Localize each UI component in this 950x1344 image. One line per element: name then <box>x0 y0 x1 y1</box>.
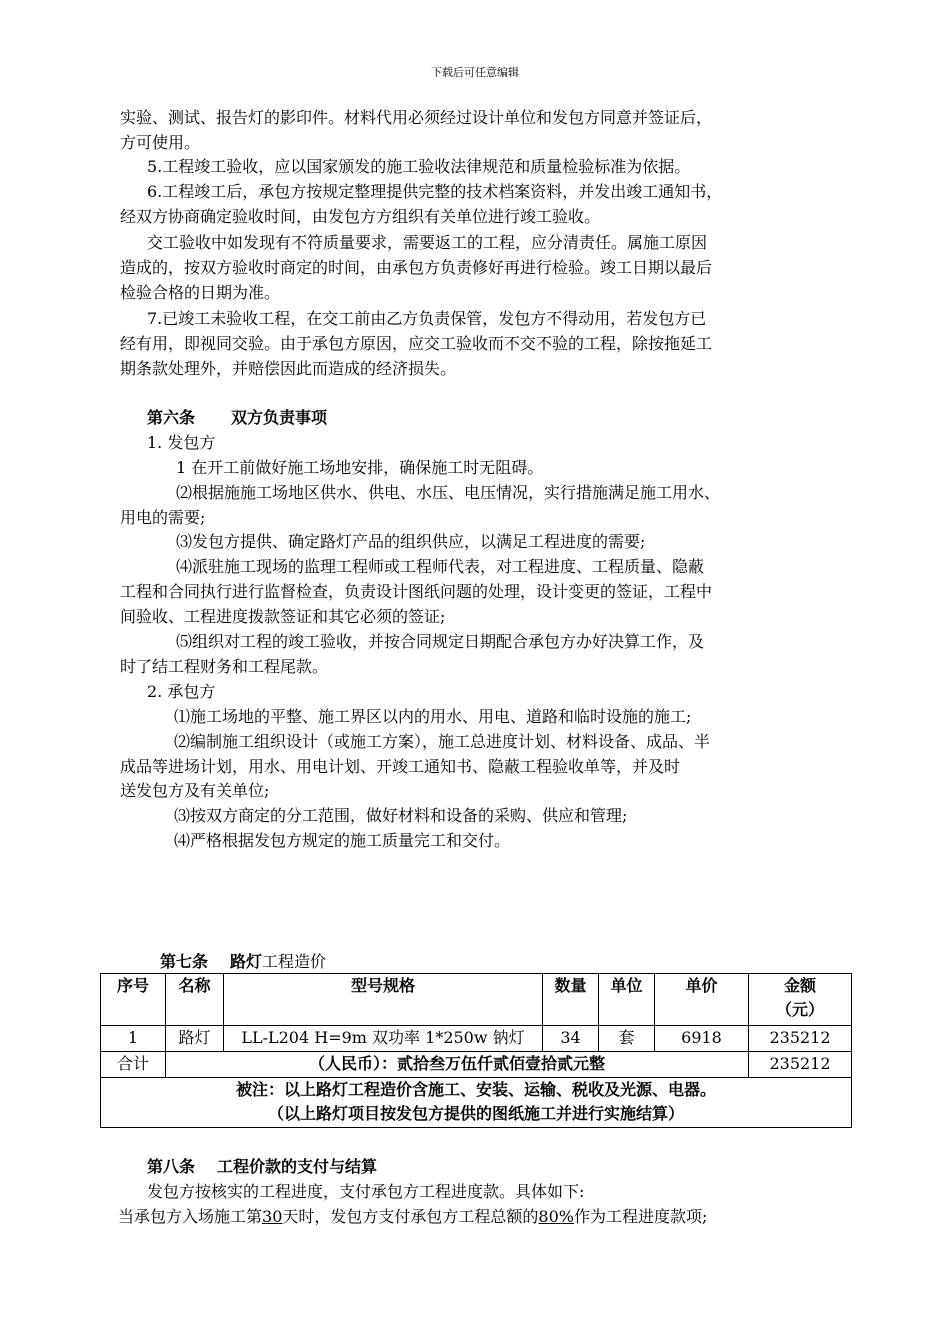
payment-text-a: 当承包方入场施工第 <box>118 1207 263 1226</box>
article-7-number: 第七条 <box>160 952 209 971</box>
cell-amount: 235212 <box>749 1026 852 1052</box>
list-item-cont: 间验收、工程进度拨款签证和其它必须的签证; <box>120 607 446 626</box>
note-row <box>101 1078 852 1128</box>
paragraph-line: 经有用，即视同交验。由于承包方原因，应交工验收而不交不验的工程，除按拖延工 <box>120 334 713 353</box>
payment-text-b: 天时，发包方支付承包方工程总额的 <box>282 1207 539 1226</box>
article-8-title <box>147 1155 377 1179</box>
paragraph-line: 检验合格的日期为准。 <box>120 283 281 302</box>
paragraph-line: 方可使用。 <box>120 133 201 152</box>
paragraph-line: 期条款处理外，并赔偿因此而造成的经济损失。 <box>120 359 457 378</box>
paragraph-line: 5.工程竣工验收，应以国家颁发的施工验收法律规范和质量检验标准为依据。 <box>147 157 691 176</box>
list-item: ⑶发包方提供、确定路灯产品的组织供应，以满足工程进度的需要; <box>176 532 646 551</box>
total-row <box>101 1052 852 1078</box>
payment-line-1: 发包方按核实的工程进度，支付承包方工程进度款。具体如下: <box>147 1182 585 1201</box>
header-model: 型号规格 <box>224 974 543 1026</box>
list-item: 1 在开工前做好施工场地安排，确保施工时无阻碍。 <box>176 458 544 477</box>
cell-unit: 套 <box>599 1026 655 1052</box>
header-qty: 数量 <box>543 974 599 1026</box>
payment-text-c: 作为工程进度款项; <box>573 1207 708 1226</box>
header-name: 名称 <box>166 974 224 1026</box>
paragraph-line: 6.工程竣工后，承包方按规定整理提供完整的技术档案资料，并发出竣工通知书， <box>147 182 723 201</box>
header-amount-line1: 金额 <box>783 976 816 995</box>
list-item-cont: 工程和合同执行进行监督检查，负责设计图纸问题的处理，设计变更的签证，工程中 <box>120 582 713 601</box>
total-label: 合计 <box>101 1052 166 1078</box>
article-6-number: 第六条 <box>147 408 196 427</box>
paragraph-line: 交工验收中如发现有不符质量要求，需要返工的工程，应分清责任。属施工原因 <box>147 233 708 252</box>
page-header: 下载后可任意编辑 <box>431 66 519 79</box>
paragraph-line: 造成的，按双方验收时商定的时间，由承包方负责修好再进行检验。竣工日期以最后 <box>120 258 713 277</box>
list-item-cont: 时了结工程财务和工程尾款。 <box>120 657 329 676</box>
article-7-title-rest: 工程造价 <box>262 952 327 971</box>
total-value: 235212 <box>749 1052 852 1078</box>
payment-line-2 <box>118 1205 707 1229</box>
payment-days: 30 <box>262 1207 283 1226</box>
list-item-cont: 送发包方及有关单位; <box>120 781 270 800</box>
article-7-title-bold: 路灯 <box>230 952 263 971</box>
list-item-cont: 用电的需要; <box>120 508 206 527</box>
table-note <box>101 1078 852 1128</box>
header-amount-line2: （元） <box>775 1000 824 1019</box>
header-index: 序号 <box>101 974 166 1026</box>
total-words: （人民币）：贰拾叁万伍仟贰佰壹拾贰元整 <box>166 1052 749 1078</box>
note-line-1: 被注：以上路灯工程造价含施工、安装、运输、税收及光源、电器。 <box>235 1080 716 1099</box>
cell-model: LL-L204 H=9m 双功率 1*250w 钠灯 <box>224 1026 543 1052</box>
list-item: ⑷严格根据发包方规定的施工质量完工和交付。 <box>174 831 511 850</box>
article-6-heading: 双方负责事项 <box>231 408 328 427</box>
article-8-number: 第八条 <box>147 1157 196 1176</box>
note-line-2: （以上路灯项目按发包方提供的图纸施工并进行实施结算） <box>267 1104 684 1123</box>
paragraph-line: 经双方协商确定验收时间，由发包方方组织有关单位进行竣工验收。 <box>120 207 601 226</box>
party-b-heading: 2. 承包方 <box>147 682 216 701</box>
cell-price: 6918 <box>655 1026 749 1052</box>
table-row <box>101 1026 852 1052</box>
header-amount <box>749 974 852 1026</box>
list-item: ⑵根据施施工场地区供水、供电、水压、电压情况，实行措施满足施工用水、 <box>176 483 721 502</box>
article-7-title <box>160 951 326 973</box>
cell-name: 路灯 <box>166 1026 224 1052</box>
cell-index: 1 <box>101 1026 166 1052</box>
list-item: ⑷派驻施工现场的监理工程师或工程师代表，对工程进度、工程质量、隐蔽 <box>176 557 705 576</box>
list-item: ⑶按双方商定的分工范围，做好材料和设备的采购、供应和管理; <box>174 806 628 825</box>
table-header-row <box>101 974 852 1026</box>
list-item: ⑸组织对工程的竣工验收，并按合同规定日期配合承包方办好决算工作，及 <box>176 632 705 651</box>
list-item-cont: 成品等进场计划，用水、用电计划、开竣工通知书、隐蔽工程验收单等，并及时 <box>120 757 681 776</box>
article-8-heading: 工程价款的支付与结算 <box>217 1157 378 1176</box>
header-unit: 单位 <box>599 974 655 1026</box>
party-a-heading: 1. 发包方 <box>147 433 216 452</box>
list-item: ⑵编制施工组织设计（或施工方案），施工总进度计划、材料设备、成品、半 <box>174 732 711 751</box>
paragraph-line: 实验、测试、报告灯的影印件。材料代用必须经过设计单位和发包方同意并签证后， <box>120 108 713 127</box>
list-item: ⑴施工场地的平整、施工界区以内的用水、用电、道路和临时设施的施工; <box>174 707 692 726</box>
article-6-title <box>147 406 327 430</box>
header-price: 单价 <box>655 974 749 1026</box>
cell-qty: 34 <box>543 1026 599 1052</box>
paragraph-line: 7.已竣工未验收工程，在交工前由乙方负责保管，发包方不得动用，若发包方已 <box>147 309 707 328</box>
cost-table <box>100 973 852 1128</box>
payment-percent: 80% <box>538 1207 574 1226</box>
